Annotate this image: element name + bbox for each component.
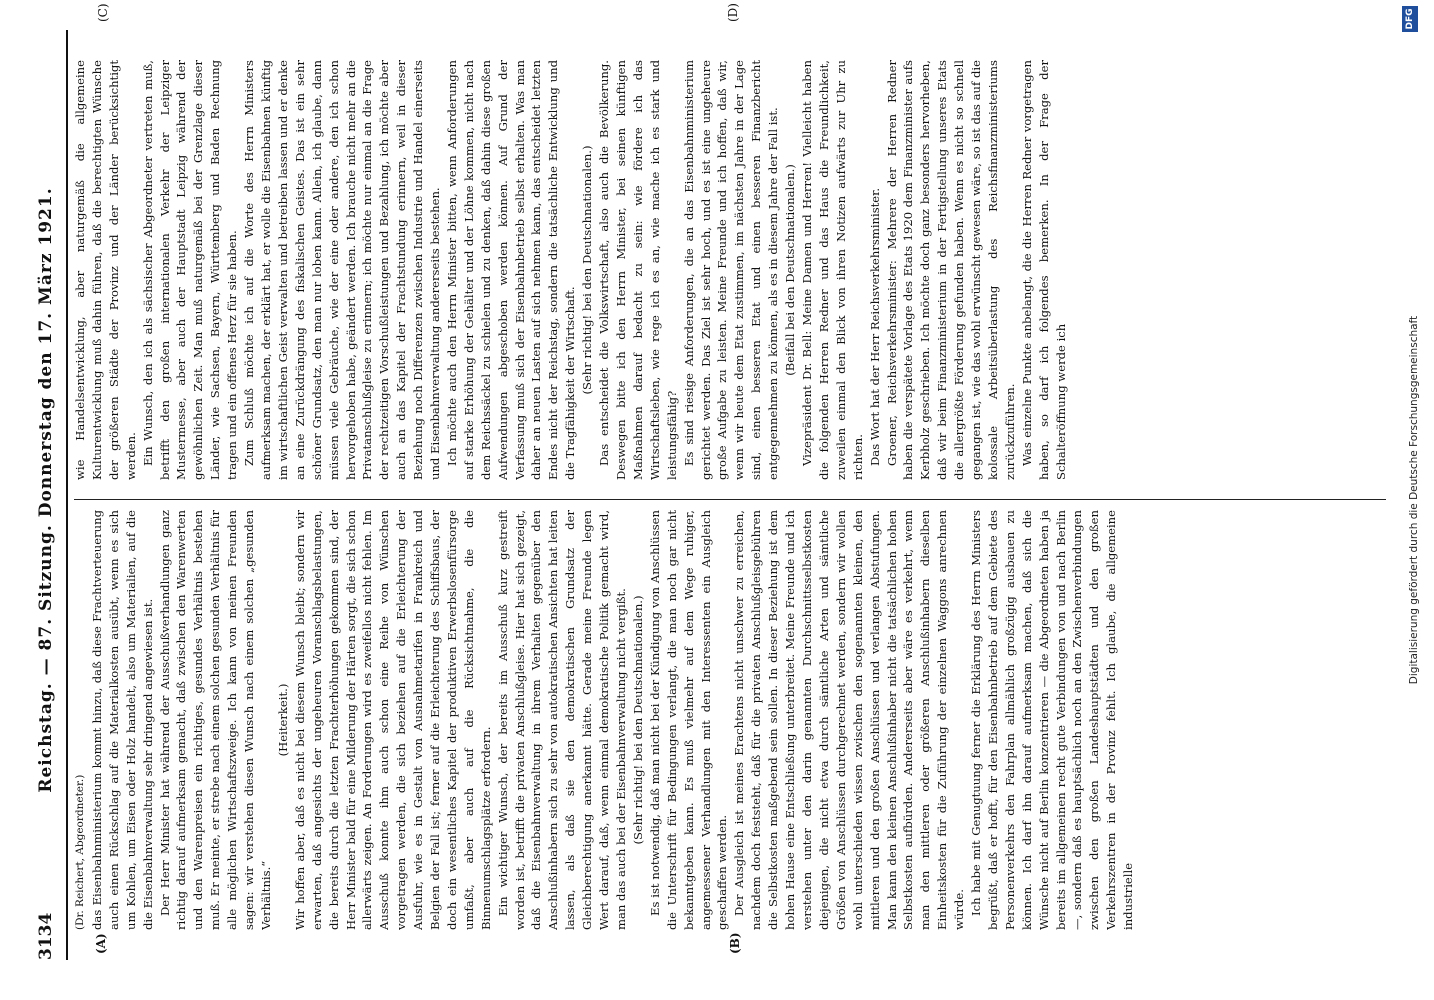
paragraph: Ein Wunsch, den ich als sächsischer Abgeordneter vertreten muß, betrifft den großen internationalen Verkehr der Leipziger Mustermesse, aber auch der Hauptstadt Leipzig während der gewöhnlichen Zeit. Man muß naturgemäß bei der Grenzlage dieser Länder, wie Sachsen, Bayern, Württemberg und Baden Rechnung tragen und ein offenes Herz für sie haben.	[140, 60, 240, 480]
paragraph: Ich möchte auch den Herrn Minister bitten, wenn Anforderungen auf starke Erhöhung der Gehälter und der Löhne kommen, nicht nach dem Reichssäckel zu schielen und zu denken, daß dahin diese großen Aufwendungen abgeschoben werden können. Auf Grund der Verfassung muß sich der Eisenbahnbetrieb selbst erhalten. Was man daher an neuen Lasten auf sich nehmen kann, das entscheidet letzten Endes nicht der Reichstag, sondern die tatsächliche Entwicklung und die Tragfähigkeit der Wirtschaft.	[444, 60, 578, 480]
paragraph: Es sind riesige Anforderungen, die an das Eisenbahnministerium gerichtet werden. Das Ziel ist sehr hoch, und es ist eine ungeheure große Aufgabe zu leisten. Meine Freunde und ich hoffen, daß wir, wenn wir heute dem Etat zustimmen, im nächsten Jahre in der Lage sind, einen besseren Etat und einen besseren Finanzbericht entgegennehmen zu können, als es in diesem Jahre der Fall ist.	[681, 60, 781, 480]
interjection: (Beifall bei den Deutschnationalen.)	[783, 164, 798, 376]
paragraph: Das entscheidet die Volkswirtschaft, also auch die Bevölkerung. Deswegen bitte ich den Herrn Minister, bei seinen künftigen Maßnahmen darauf bedacht zu sein: wie fördere ich das Wirtschaftsleben, wie rege ich es an, wie mache ich es stark und leistungsfähig?	[597, 60, 679, 480]
session-title: Reichstag. — 87. Sitzung. Donnerstag den 17. März 1921.	[36, 187, 56, 793]
paragraph: Ich habe mit Genugtuung ferner die Erklärung des Herrn Ministers begrüßt, daß er hofft, für den Eisenbahnbetrieb auf dem Gebiete des Personenverkehrs den Fahrplan allmählich großzügig ausbauen zu können. Ich darf ihn darauf aufmerksam machen, daß sich die Wünsche nicht auf Berlin konzentrieren — die Abgeordneten haben ja bereits im allgemeinen recht gute Verbindungen von und nach Berlin —, sondern daß es hauptsächlich noch an den Zwischenverbindungen zwischen den großen Landeshauptstädten und den großen Verkehrszentren in der Provinz fehlt. Ich glaube, die allgemeine industrielle	[969, 510, 1136, 930]
right-column	[72, 60, 1392, 480]
paragraph: Das Wort hat der Herr Reichsverkehrsminister.	[867, 187, 882, 466]
interjection: (Heiterkeit.)	[275, 683, 290, 757]
paragraph: Was einzelne Punkte anbelangt, die die Herren Redner vorgetragen haben, so darf ich folgendes bemerken. In der Frage der Schalteröffnung werde ich	[1019, 60, 1068, 480]
paragraph: Es ist notwendig, daß man nicht bei der Kündigung von Anschlüssen die Unterschrift für Bedingungen verlangt, die man noch gar nicht bekanntgeben kann. Es muß vielmehr auf dem Wege ruhiger, angemessener Verhandlungen mit den Interessenten ein Ausgleich geschaffen werden.	[647, 510, 730, 930]
column-divider	[74, 499, 1386, 500]
margin-marker-b: (B)	[728, 932, 742, 954]
paragraph: Ein wichtiger Wunsch, der bereits im Ausschuß kurz gestreift worden ist, betrifft die privaten Anschlußgleise. Hier hat sich gezeigt, daß die Eisenbahnverwaltung in ihrem Verhalten gegenüber den Anschlußinhabern sich zu sehr von autokratischen Ansichten hat leiten lassen, als daß sie den demokratischen Grundsatz der Gleichberechtigung anerkannt hätte. Gerade meine Freunde legen Wert darauf, daß, wenn einmal demokratische Politik gemacht wird, man das auch bei der Eisenbahnverwaltung nicht vergißt.	[495, 510, 628, 930]
paragraph: Groener, Reichsverkehrsminister: Mehrere der Herren Redner haben die verspätete Vorlage des Etats 1920 dem Finanzminister aufs Kerbholz geschrieben. Ich möchte doch ganz besonders hervorheben, daß wir beim Finanzministerium in der Fertigstellung unseres Etats die allergrößte Förderung gefunden haben. Wenn es nicht so schnell gegangen ist, wie das wohl erwünscht gewesen wäre, so ist das auf die kolossale Arbeitsüberlastung des Reichsfinanzministeriums zurückzuführen.	[884, 60, 1017, 480]
left-column	[72, 510, 1392, 930]
paragraph: Der Herr Minister hat während der Ausschußverhandlungen ganz richtig darauf aufmerksam gemacht, daß zwischen den Warenwerten und den Warenpreisen ein richtiges, gesundes Verhältnis bestehen muß. Er meinte, er strebe nach einem solchen gesunden Verhältnis für alle möglichen Wirtschaftszweige. Ich kann von meinen Freunden sagen: wir verstehen diesen Wunsch nach einem solchen „gesunden Verhältnis.“	[157, 510, 273, 930]
paragraph: Der Ausgleich ist meines Erachtens nicht unschwer zu erreichen, nachdem doch feststeht, daß für die privaten Anschlußgleisgebühren die Selbstkosten maßgebend sein sollen. In dieser Beziehung ist dem hohen Hause eine Entschließung unterbreitet. Meine Freunde und ich verstehen unter den darin genannten Durchschnittsselbstkosten diejenigen, die nicht etwa durch sämtliche Arten und sämtliche Größen von Anschlüssen durchgerechnet werden, sondern wir wollen wohl unterschieden wissen zwischen den sogenannten kleinen, den mittleren und den großen Anschlüssen und verlangen Abstufungen. Man kann den kleinen Anschlußinhaber nicht die tatsächlichen hohen Selbstkosten aufbürden. Andererseits aber wäre es verkehrt, wenn man den mittleren oder größeren Anschlußinhabern dieselben Einheitskosten für die Zuführung der einzelnen Waggons anrechnen würde.	[732, 510, 967, 930]
header-rule	[66, 30, 68, 960]
paragraph: Zum Schluß möchte ich auf die Worte des Herrn Ministers aufmerksam machen, der erklärt hat, er wolle die Eisenbahnen künftig im wirtschaftlichen Geist verwalten und betreiben lassen und er denke an eine Zurückdrängung des fiskalischen Geistes. Das ist ein sehr schöner Grundsatz, den man nur loben kann. Allein, ich glaube, dann müssen viele Gebräuche, wie der eine oder andere, den ich schon hervorgehoben habe, geändert werden. Ich brauche nicht mehr an die Privatanschlußgleise zu erinnern; ich möchte nur einmal an die Frage der rechtzeitigen Vorschußleistungen und Bezahlung, ich möchte aber auch an das Kapitel der Frachtstundung erinnern, weil in dieser Beziehung noch Differenzen zwischen Industrie und Handel einerseits und Eisenbahnverwaltung andererseits bestehen.	[242, 60, 443, 480]
paragraph: das Eisenbahnministerium kommt hinzu, daß diese Frachtverteuerung auch einen Rückschlag auf die Materialkosten ausübt, wenn es sich um Kohlen, um Eisen oder Holz handelt, also um Materialien, auf die die Eisenbahnverwaltung sehr dringend angewiesen ist.	[89, 510, 155, 930]
digitization-note: Digitalisierung gefördert durch die Deutsche Forschungsgemeinschaft	[1408, 315, 1420, 685]
page-number: 3134	[36, 912, 56, 960]
interjection: (Sehr richtig! bei den Deutschnationalen.)	[630, 595, 645, 845]
margin-marker-c: (C)	[96, 3, 110, 22]
margin-marker-a: (A)	[94, 933, 108, 954]
page-header	[28, 20, 68, 960]
paragraph: wie Handelsentwicklung, aber naturgemäß die allgemeine Kulturentwicklung muß dahin führen, daß die berechtigten Wünsche der größeren Städte der Provinz und der Länder berücksichtigt werden.	[73, 60, 138, 480]
speaker-label: (Dr. Reichert, Abgeordneter.)	[74, 774, 86, 930]
margin-marker-d: (D)	[726, 3, 740, 22]
interjection: (Sehr richtig! bei den Deutschnationalen.)	[580, 145, 595, 395]
paragraph: Vizepräsident Dr. Bell: Meine Damen und Herren! Vielleicht haben die folgenden Herren Redner und das Haus die Freundlichkeit, zuweilen einmal den Blick von ihren Notizen aufwärts zur Uhr zu richten.	[799, 60, 865, 480]
dfg-logo: DFG	[1402, 6, 1418, 32]
paragraph: Wir hoffen aber, daß es nicht bei diesem Wunsch bleibt; sondern wir erwarten, daß angesichts der ungeheuren Voranschlagsbelastungen, die bereits durch die letzten Frachterhöhungen gekommen sind, der Herr Minister bald für eine Milderung der Härten sorgt, die sich schon allerwärts zeigen. An Forderungen wird es zweifellos nicht fehlen. Im Ausschuß konnte ihm auch schon eine Reihe von Wünschen vorgetragen werden, die sich beziehen auf die Erleichterung der Ausfuhr, wie es in Gestalt von Ausnahmetarifen in Frankreich und Belgien der Fall ist; ferner auf die Erleichterung des Schiffsbaus, der doch ein wesentliches Kapitel der produktiven Erwerbslosenfürsorge umfaßt, aber auch auf die Rücksichtnahme, die die Binnenumschlagsplätze erfordern.	[292, 510, 493, 930]
